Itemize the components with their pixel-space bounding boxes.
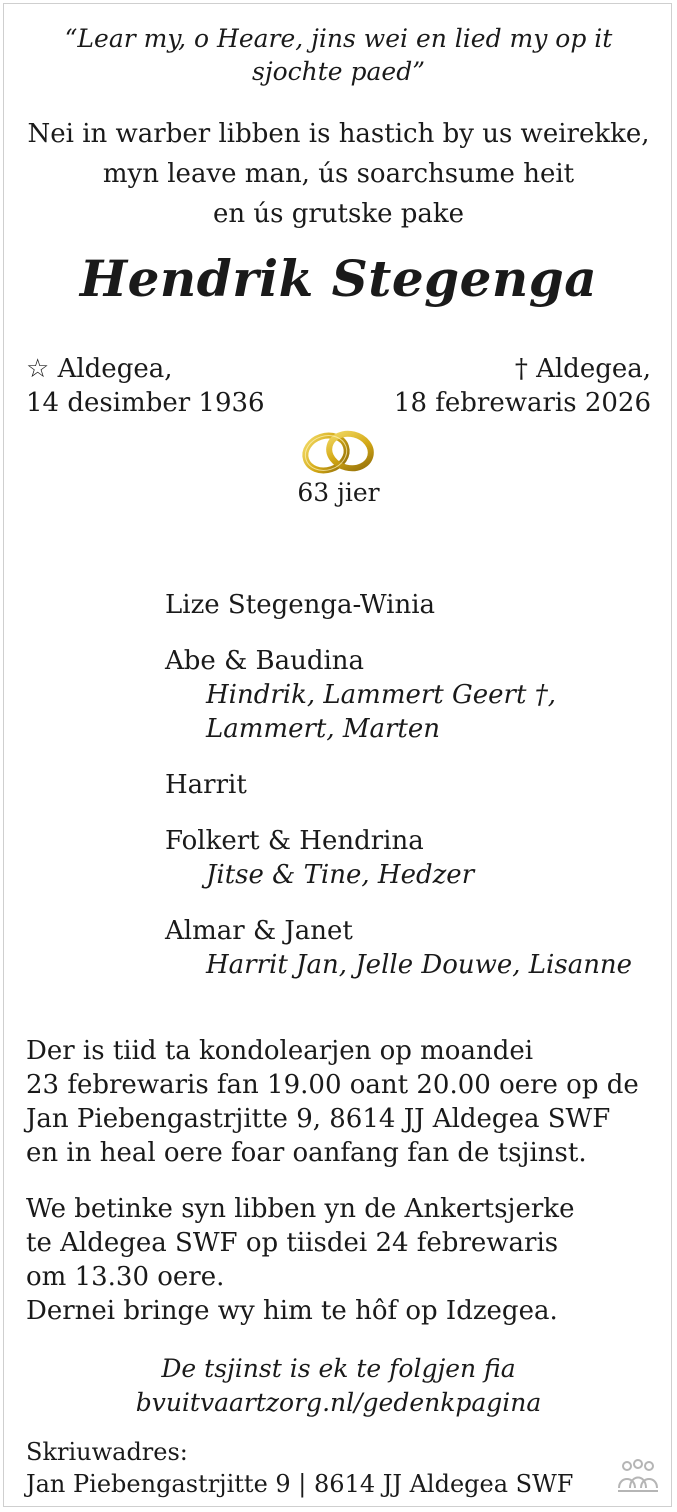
death-date: 18 febrewaris 2026 [393,388,651,418]
grandchildren: Harrit Jan, Jelle Douwe, Lisanne [206,950,633,980]
opening-quote [0,22,677,88]
family-group [165,824,645,892]
livestream-note [0,1352,677,1420]
wedding-rings-icon [296,426,380,478]
condolence-line: en in heal oere foar oanfang fan de tsjinst. [26,1138,587,1168]
birth-info [26,352,265,420]
livestream-url[interactable]: bvuitvaartzorg.nl/gedenkpagina [135,1388,542,1417]
service-line: om 13.30 oere. [26,1262,225,1292]
family-member: Almar & Janet [165,916,353,946]
condolence-line: Jan Piebengastrjitte 9, 8614 JJ Aldegea SWF [26,1104,611,1134]
family-group [165,588,645,622]
grandchildren: Hindrik, Lammert Geert †, [206,680,556,710]
grandchildren: Jitse & Tine, Hedzer [206,860,475,890]
marriage-years: 63 jier [297,478,380,507]
family-member: Harrit [165,770,247,800]
service-line: We betinke syn libben yn de Ankertsjerke [26,1194,575,1224]
family-member: Abe & Baudina [165,646,365,676]
birth-place: ☆ Aldegea, [26,354,173,384]
service-line: Dernei bringe wy him te hôf op Idzegea. [26,1296,558,1326]
address-label: Skriuwadres: [26,1438,188,1466]
family-member: Lize Stegenga-Winia [165,590,436,620]
family-list [165,588,645,1004]
quote-line: “Lear my, o Heare, jins wei en lied my op it [64,24,613,53]
quote-line: sjochte paed” [251,57,425,86]
intro-line: Nei in warber libben is hastich by us weirekke, [27,119,650,149]
address-value: Jan Piebengastrjitte 9 | 8614 JJ Aldegea SWF [26,1470,574,1498]
family-member: Folkert & Hendrina [165,826,424,856]
grandchildren: Lammert, Marten [206,714,440,744]
livestream-line: De tsjinst is ek te folgjen fia [161,1354,516,1383]
family-group [165,768,645,802]
condolence-line: 23 febrewaris fan 19.00 oant 20.00 oere op de [26,1070,639,1100]
family-group [165,644,645,746]
family-group [165,914,645,982]
death-info [394,352,651,420]
death-place: † Aldegea, [514,354,651,384]
condolence-line: Der is tiid ta kondolearjen op moandei [26,1036,534,1066]
service-line: te Aldegea SWF op tiisdei 24 febrewaris [26,1228,559,1258]
intro-text [0,114,677,234]
condolence-paragraph [26,1034,656,1170]
correspondence-address [26,1436,573,1500]
deceased-name: Hendrik Stegenga [79,249,598,308]
service-paragraph [26,1192,656,1328]
intro-line: myn leave man, ús soarchsume heit [102,159,575,189]
intro-line: en ús grutske pake [212,199,465,229]
birth-date: 14 desimber 1936 [26,388,265,418]
people-group-icon [615,1458,661,1494]
